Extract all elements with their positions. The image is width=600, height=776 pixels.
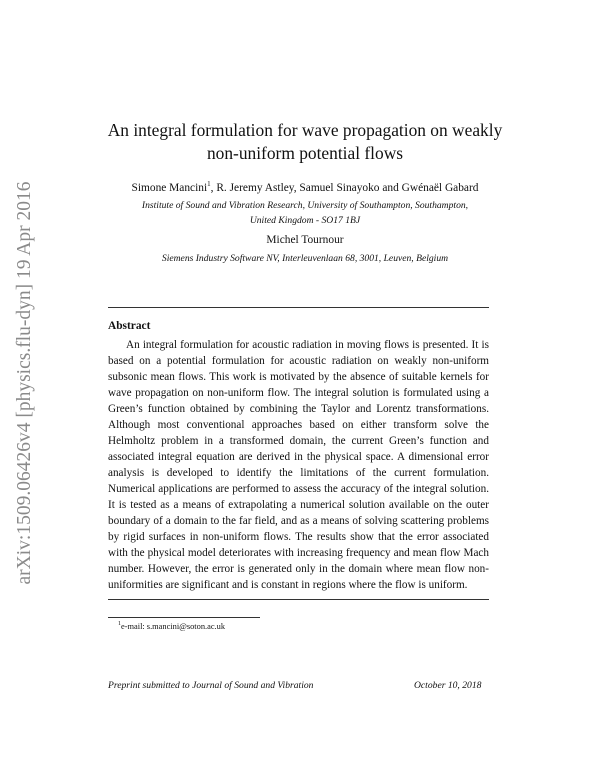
footnote-rule bbox=[108, 617, 260, 618]
title-line-2: non-uniform potential flows bbox=[206, 143, 404, 163]
author-second-group: Michel Tournour bbox=[266, 234, 344, 246]
author-first: Simone Mancini bbox=[131, 181, 208, 194]
footer-journal: Preprint submitted to Journal of Sound and Vibration bbox=[108, 680, 314, 691]
paper-title bbox=[100, 119, 510, 165]
abstract-heading: Abstract bbox=[108, 320, 151, 332]
footer-date: October 10, 2018 bbox=[414, 680, 482, 691]
footnote-marker: 1 bbox=[118, 621, 121, 627]
author-footnote-marker: 1 bbox=[207, 180, 211, 188]
footnote bbox=[118, 621, 225, 631]
abstract-bottom-rule bbox=[108, 599, 489, 600]
abstract-top-rule bbox=[108, 307, 489, 308]
affiliation-1 bbox=[100, 198, 510, 228]
author-rest: , R. Jeremy Astley, Samuel Sinayoko and Gwénaël Gabard bbox=[210, 181, 479, 194]
arxiv-identifier: arXiv:1509.06426v4 [physics.flu-dyn] 19 Apr 2016 bbox=[14, 181, 35, 585]
affiliation-1-line-2: United Kingdom - SO17 1BJ bbox=[249, 215, 361, 226]
title-line-1: An integral formulation for wave propagation on weakly bbox=[107, 120, 503, 140]
footnote-text: e-mail: s.mancini@soton.ac.uk bbox=[121, 621, 226, 631]
affiliation-2: Siemens Industry Software NV, Interleuvenlaan 68, 3001, Leuven, Belgium bbox=[161, 253, 449, 264]
authors bbox=[100, 180, 510, 194]
abstract-body: An integral formulation for acoustic radiation in moving flows is presented. It is based on a potential formulation for acoustic radiation on weakly non-uniform subsonic mean flows. This work is motivated by the absence of suitable kernels for wave propagation on non-uniform flow. The integral solution is formulated using a Green’s function obtained by combining the Taylor and Lorentz transformations. Although most conventional approaches based on either transform solve the Helmholtz problem in a transformed domain, the current Green’s function and associated integral equation are derived in the physical space. A dimensional error analysis is developed to identify the limitations of the current formulation. Numerical applications are performed to assess the accuracy of the integral solution. It is tested as a means of extrapolating a numerical solution available on the outer boundary of a domain to the far field, and as a means of solving scattering problems by rigid surfaces in non-uniform flows. The results show that the error associated with the physical model deteriorates with increasing frequency and mean flow Mach number. However, the error is generated only in the domain where mean flow non-uniformities are significant and is constant in regions where the flow is uniform. bbox=[108, 339, 489, 591]
affiliation-1-line-1: Institute of Sound and Vibration Research, University of Southampton, Southampton, bbox=[141, 200, 469, 211]
